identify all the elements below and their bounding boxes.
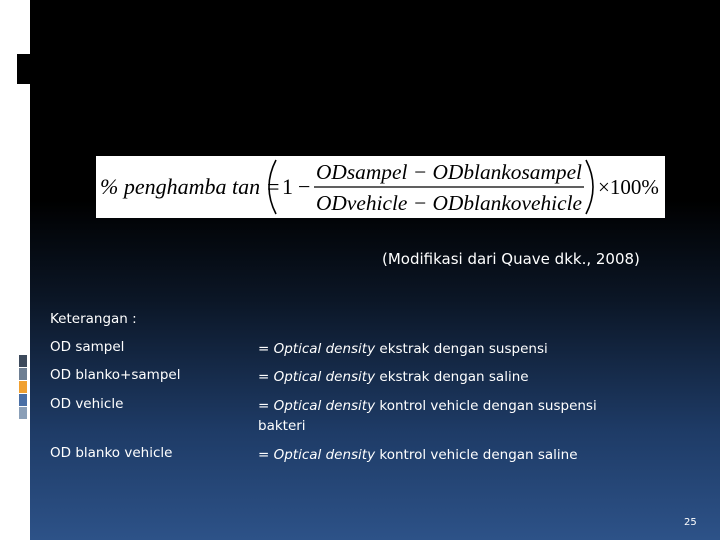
title-accent-bar [17, 54, 30, 84]
formula-numerator: ODsampel − ODblankosampel [316, 160, 583, 184]
definition-description: = Optical density ekstrak dengan suspensi [258, 341, 548, 357]
definition-description: = Optical density kontrol vehicle dengan suspensi bakteri [258, 398, 597, 434]
formula-svg [96, 156, 665, 218]
keterangan-label: Keterangan : [50, 311, 137, 327]
side-square-5 [19, 407, 27, 419]
formula-image [96, 156, 665, 218]
side-square-3 [19, 381, 27, 393]
definition-term: OD blanko+sampel [50, 367, 181, 383]
citation: (Modifikasi dari Quave dkk., 2008) [382, 250, 640, 268]
formula-times: ×100% [598, 175, 659, 199]
definition-description: = Optical density ekstrak dengan saline [258, 369, 529, 385]
definition-term: OD sampel [50, 339, 125, 355]
formula-one: 1 [282, 174, 293, 199]
side-square-4 [19, 394, 27, 406]
page-number: 25 [684, 517, 697, 528]
right-paren [586, 160, 593, 214]
side-square-2 [19, 368, 27, 380]
formula-minus: − [298, 174, 311, 199]
side-square-1 [19, 355, 27, 367]
formula-lhs: % penghamba tan = [100, 174, 281, 199]
formula-denominator: ODvehicle − ODblankovehicle [316, 191, 582, 215]
definition-description: = Optical density kontrol vehicle dengan saline [258, 447, 578, 463]
definition-term: OD vehicle [50, 396, 124, 412]
definition-term: OD blanko vehicle [50, 445, 173, 461]
